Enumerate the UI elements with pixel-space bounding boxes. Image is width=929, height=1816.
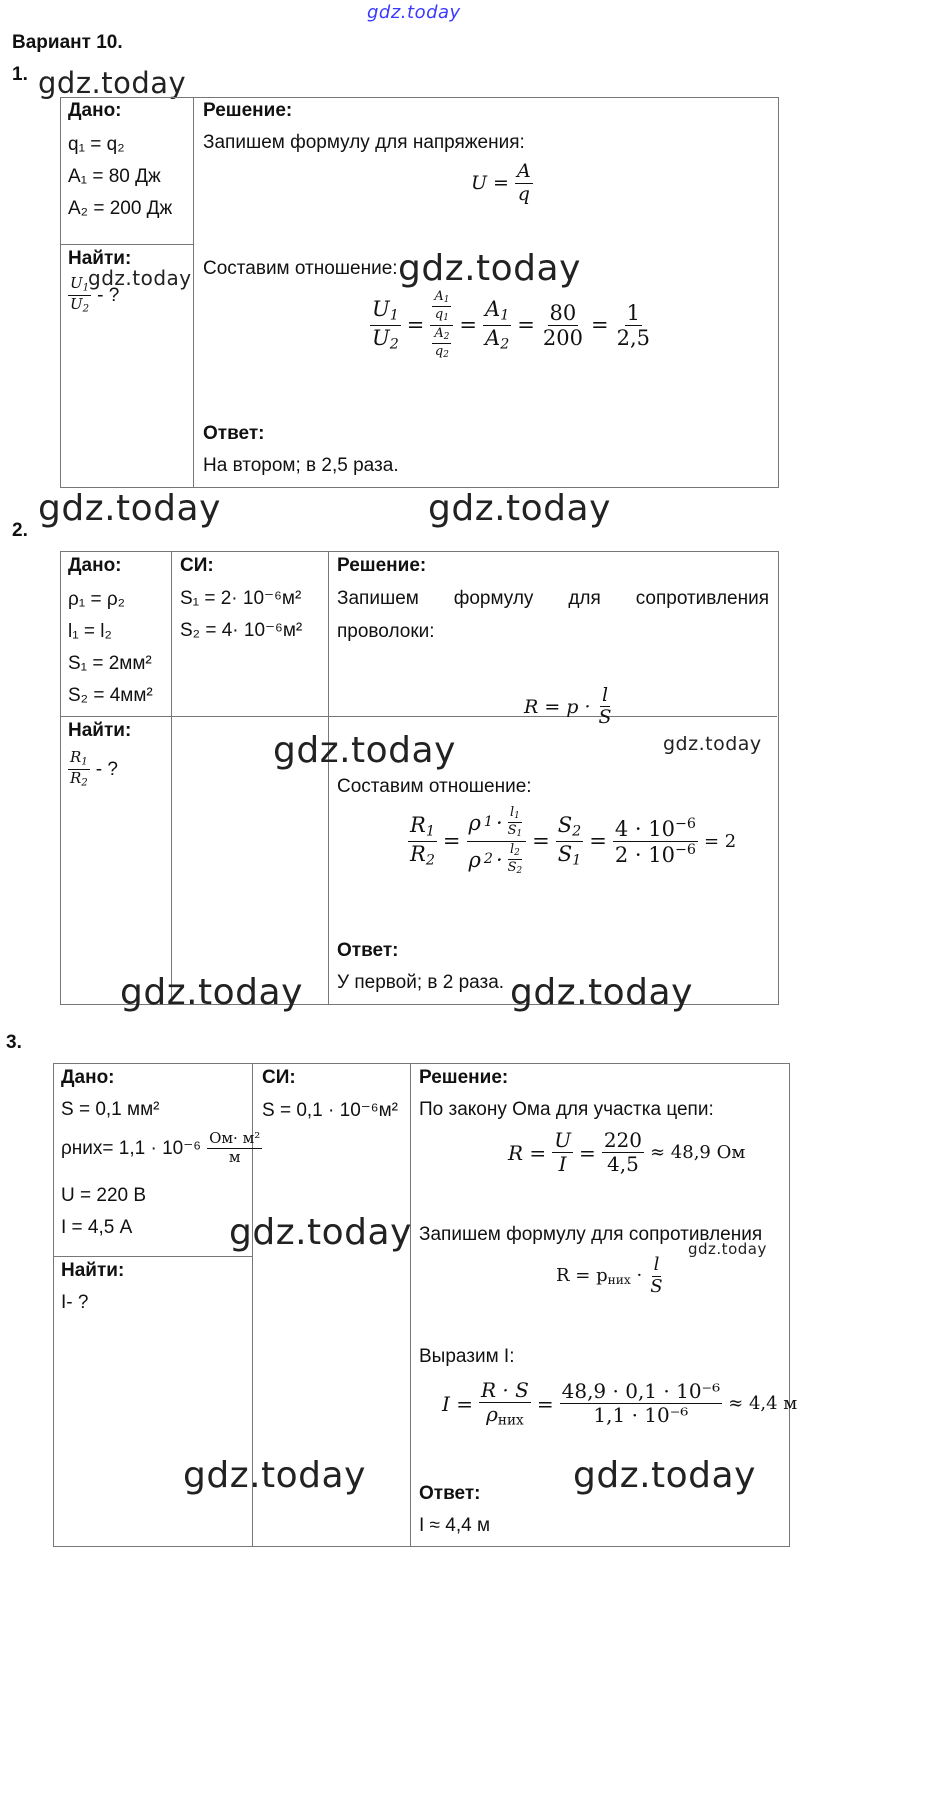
final-num: 48,9 · 0,1 · 10⁻⁶	[561, 1379, 721, 1404]
answer-text: На втором; в 2,5 раза.	[203, 455, 399, 476]
resheniye-label: Решение:	[337, 555, 427, 576]
watermark: gdz.today	[663, 733, 762, 755]
watermark: gdz.today	[88, 266, 192, 290]
naiti-label: Найти:	[61, 1260, 125, 1281]
ohm-formula: R = $\frac{U}{I}$ = $\frac{220}{4,5}$ ≈ 48,9 Ом	[508, 1128, 746, 1176]
given-item: q₁ = q₂	[68, 134, 125, 155]
ratio-result-den: 2,5	[616, 325, 650, 350]
resistance-formula: $R = p_{ниx}$ · $\frac{l}{S}$	[556, 1254, 663, 1297]
solution-step: Составим отношение:	[203, 258, 398, 279]
find-expression: $\frac{R_1}{R_2}$ - ?	[70, 748, 118, 789]
word: формулу	[453, 588, 534, 609]
solution-step: Выразим I:	[419, 1346, 515, 1367]
watermark: gdz.today	[273, 730, 456, 771]
si-label: СИ:	[262, 1067, 296, 1088]
solution-step: Запишем формулу для напряжения:	[203, 132, 525, 153]
variant-title: Вариант 10.	[12, 32, 123, 53]
table-divider	[410, 1063, 411, 1546]
naiti-label: Найти:	[68, 720, 132, 741]
watermark: gdz.today	[428, 488, 611, 529]
ratio-den: 200	[542, 325, 583, 350]
table-divider	[60, 716, 777, 717]
answer-text: I ≈ 4,4 м	[419, 1515, 491, 1536]
table-divider	[193, 97, 194, 487]
ohm-num: 220	[603, 1128, 642, 1152]
table-divider	[328, 551, 329, 1004]
top-watermark: gdz.today	[367, 2, 461, 23]
dano-label: Дано:	[61, 1067, 115, 1088]
given-item: U = 220 В	[61, 1185, 147, 1206]
resheniye-label: Решение:	[203, 100, 293, 121]
watermark: gdz.today	[398, 248, 581, 289]
si-label: СИ:	[180, 555, 214, 576]
final-result: ≈ 4,4 м	[728, 1393, 798, 1415]
resheniye-label: Решение:	[419, 1067, 509, 1088]
ohm-den: 4,5	[607, 1152, 639, 1176]
ratio-result: 2	[724, 830, 737, 852]
watermark: gdz.today	[573, 1455, 756, 1496]
ratio-result-num: 1	[626, 300, 640, 325]
watermark: gdz.today	[38, 488, 221, 529]
given-item: I = 4,5 А	[61, 1217, 133, 1238]
solution-step: По закону Ома для участка цепи:	[419, 1099, 714, 1120]
problem-2-number: 2.	[12, 520, 28, 541]
si-item: S = 0,1 · 10⁻⁶м²	[262, 1100, 398, 1121]
given-item: S₂ = 4мм²	[68, 685, 153, 706]
ratio-num: 80	[549, 300, 577, 325]
word: Запишем	[337, 588, 419, 609]
given-item: S = 0,1 мм²	[61, 1099, 160, 1120]
otvet-label: Ответ:	[337, 940, 399, 961]
naiti-label: Найти:	[68, 248, 132, 269]
find-suffix: - ?	[95, 758, 118, 780]
problem-3-number: 3.	[6, 1032, 22, 1053]
watermark: gdz.today	[229, 1212, 412, 1253]
problem-1-number: 1.	[12, 64, 28, 85]
table-divider	[53, 1256, 253, 1257]
final-den: 1,1 · 10⁻⁶	[593, 1403, 689, 1428]
solution-step	[337, 588, 769, 610]
find-expression: I- ?	[61, 1292, 89, 1313]
watermark: gdz.today	[688, 1240, 767, 1258]
rho-value: ρниx= 1,1 · 10⁻⁶	[61, 1137, 202, 1159]
solution-step: Запишем формулу для сопротивления	[419, 1224, 763, 1245]
rho-unit-num: Ом· м²	[209, 1129, 261, 1147]
table-divider	[171, 551, 172, 1004]
rho-unit-den: м	[228, 1147, 241, 1166]
answer-text: У первой; в 2 раза.	[337, 972, 505, 993]
given-item: S₁ = 2мм²	[68, 653, 152, 674]
ohm-result: ≈ 48,9 Ом	[650, 1142, 746, 1163]
current-formula: I = $\frac{R \cdot S}{\rho_{ниx}}$ = $\frac{\text{48,9 · 0,1 · 10⁻⁶}}{\text{1,1 · 10⁻⁶}}$ ≈ 4,4 м	[442, 1378, 798, 1429]
dano-label: Дано:	[68, 100, 122, 121]
otvet-label: Ответ:	[419, 1483, 481, 1504]
find-expression: $\frac{U_1}{U_2}$ - ?	[70, 274, 120, 315]
voltage-formula: U = $\frac{A}{q}$	[471, 160, 531, 205]
word: для	[568, 588, 601, 609]
watermark: gdz.today	[120, 972, 303, 1013]
table-divider	[60, 244, 193, 245]
resistance-formula: R = p · $\frac{l}{S}$	[524, 684, 612, 728]
given-item: A₁ = 80 Дж	[68, 166, 161, 187]
otvet-label: Ответ:	[203, 423, 265, 444]
find-suffix: - ?	[97, 284, 120, 306]
watermark: gdz.today	[38, 66, 187, 100]
watermark: gdz.today	[183, 1455, 366, 1496]
ratio-formula: $\frac{U_1}{U_2}$ = $\frac{\frac{A_1}{q_1}}{\frac{A_2}{q_2}}$ = $\frac{A_1}{A_2}$ = $\frac{80}{200}$ = $\frac{1}{2,5}$	[372, 289, 650, 361]
solution-step-cont: проволоки:	[337, 621, 435, 642]
solution-step: Составим отношение:	[337, 776, 532, 797]
si-item: S₂ = 4· 10⁻⁶м²	[180, 620, 303, 641]
given-rho	[61, 1131, 262, 1166]
given-item: A₂ = 200 Дж	[68, 198, 173, 219]
dano-label: Дано:	[68, 555, 122, 576]
si-item: S₁ = 2· 10⁻⁶м²	[180, 588, 302, 609]
given-item: l₁ = l₂	[68, 621, 112, 642]
given-item: ρ₁ = ρ₂	[68, 589, 126, 610]
word: сопротивления	[635, 588, 769, 609]
ratio-formula: $\frac{R_1}{R_2}$ = ρ 1 · $\frac{l_1}{S_1}$ ρ 2 · $\frac{l_2}{S_2}$ = $\frac{S_2}{S_1}$ = $\frac{4 \cdot 10^{-6}}{2 \cdot 10^{-6}}$ = 2	[410, 805, 737, 877]
watermark: gdz.today	[510, 972, 693, 1013]
